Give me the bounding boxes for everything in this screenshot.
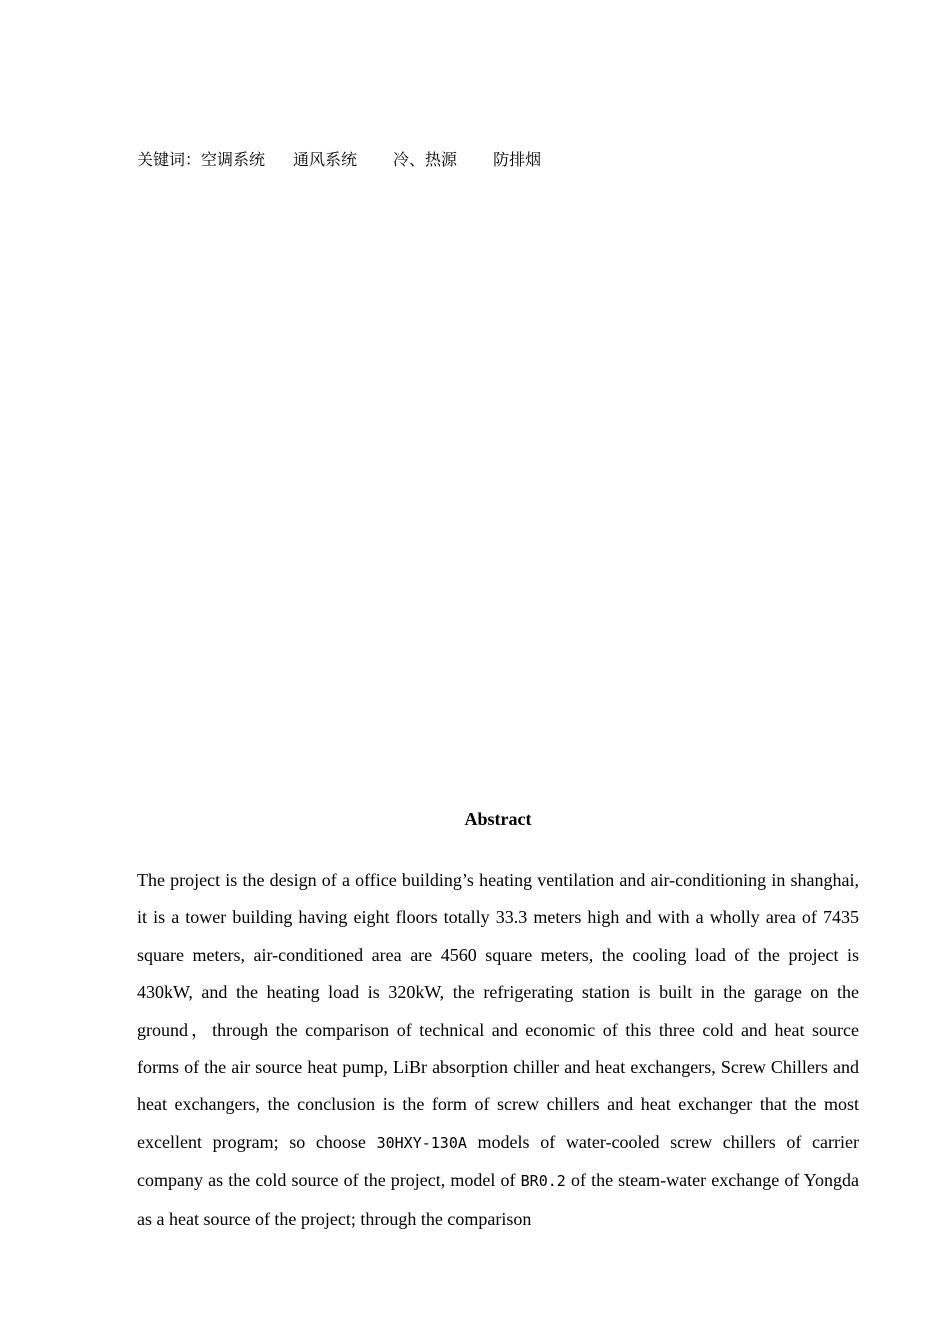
abstract-paragraph [137, 862, 859, 1238]
keyword-smoke-control: 防排烟 [493, 150, 542, 169]
abstract-text-part-1: The project is the design of a office building’s heating ventilation and air-conditioning in shanghai, it is a tower building having eight floors totally 33.3 meters high and with a wholly area of 7435 square meters, air-conditioned area are 4560 square meters, the cooling load of the project is 430kW, and the heating load is 320kW, the refrigerating station is built in the garage on the ground，through the comparison of technical and economic of this three cold and heat source forms of the air source heat pump, LiBr absorption chiller and heat exchangers, Screw Chillers and heat exchangers, the conclusion is the form of screw chillers and heat exchanger that the most excellent program; so choose [137, 870, 859, 1152]
keywords-label: 关键词： [137, 150, 202, 169]
keyword-ventilation-system: 通风系统 [293, 150, 358, 169]
abstract-text-part-2: models of water-cooled screw chillers of carrier company as the cold source of the project, model of [137, 1131, 859, 1191]
keyword-air-conditioning-system: 空调系统 [201, 150, 266, 169]
abstract-heading: Abstract [464, 809, 532, 829]
keywords-line [137, 147, 541, 173]
chiller-model-code: 30HXY-130A [376, 1133, 467, 1152]
exchanger-model-code: BR0.2 [520, 1172, 566, 1191]
abstract-text-part-3: of the steam-water exchange of Yongda as a heat source of the project; through the comparison [137, 1170, 859, 1229]
keyword-cold-heat-source: 冷、热源 [393, 150, 458, 169]
